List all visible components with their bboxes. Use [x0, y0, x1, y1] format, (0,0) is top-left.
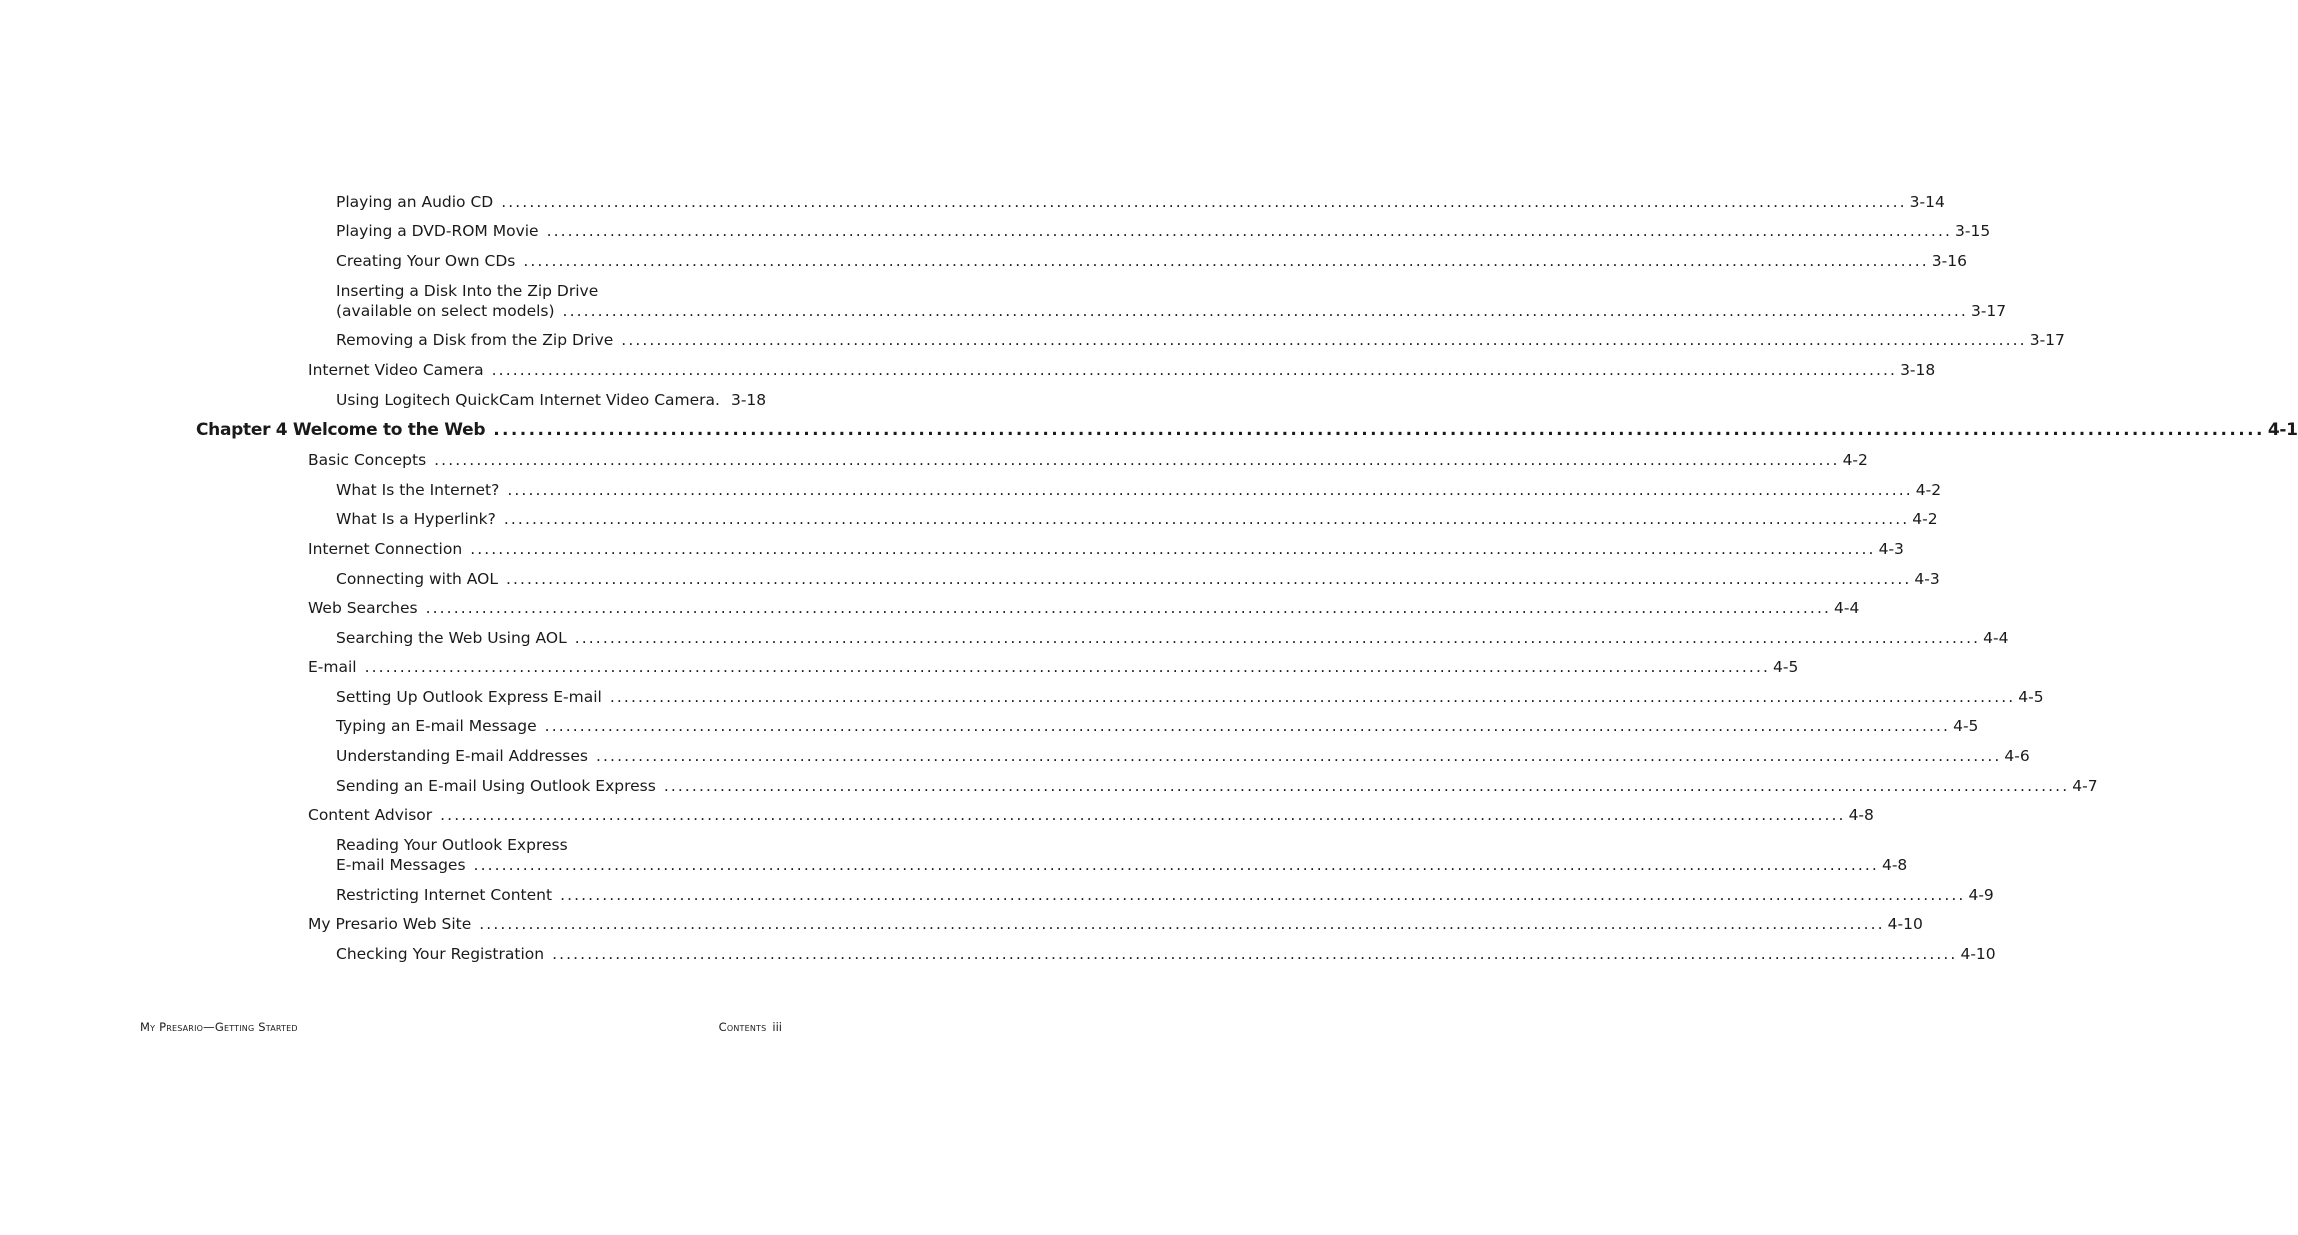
- toc-entry-page: 4-4: [1983, 629, 2009, 647]
- footer-book-title: My Presario—Getting Started: [140, 1020, 298, 1034]
- toc-entry-title: Creating Your Own CDs: [336, 252, 516, 270]
- toc-entry-title: Internet Connection: [308, 540, 463, 558]
- toc-section-entry[interactable]: [308, 539, 1904, 559]
- toc-entry-title: Playing a DVD-ROM Movie: [336, 222, 539, 240]
- toc-section-entry[interactable]: [308, 450, 1868, 470]
- toc-dot-leader: ........................................................................................................................................................................................................: [663, 777, 2070, 795]
- toc-subsection-entry[interactable]: [336, 746, 2030, 766]
- toc-dot-leader: ........................................................................................................................................................................................................: [503, 510, 1910, 528]
- footer-page-number: iii: [772, 1020, 782, 1034]
- footer-section-label: Contents: [718, 1020, 767, 1034]
- toc-entry-title: My Presario Web Site: [308, 915, 472, 933]
- toc-subsection-entry[interactable]: [336, 716, 1979, 736]
- toc-chapter-entry[interactable]: [196, 420, 2298, 440]
- footer-section: [719, 1020, 782, 1034]
- toc-entry-title-line: Reading Your Outlook Express: [336, 836, 568, 854]
- toc-subsection-entry[interactable]: [336, 192, 1945, 212]
- toc-dot-leader: ........................................................................................................................................................................................................: [493, 420, 2265, 440]
- toc-subsection-entry[interactable]: [336, 628, 2009, 648]
- toc-entry-title: Using Logitech QuickCam Internet Video Camera.: [336, 391, 720, 409]
- toc-entry-page: 4-10: [1887, 915, 1923, 933]
- toc-entry-title: Connecting with AOL: [336, 570, 498, 588]
- toc-dot-leader: ........................................................................................................................................................................................................: [544, 717, 1951, 735]
- toc-section-entry[interactable]: [308, 657, 1799, 677]
- toc-dot-leader: ........................................................................................................................................................................................................: [434, 451, 1840, 469]
- toc-dot-leader: ........................................................................................................................................................................................................: [507, 481, 1913, 499]
- toc-entry-page: 4-9: [1968, 886, 1994, 904]
- toc-subsection-entry[interactable]: [336, 885, 1994, 905]
- toc-entry-page: 4-8: [1848, 806, 1874, 824]
- toc-entry-page: 4-10: [1960, 945, 1996, 963]
- toc-entry-page: 4-2: [1842, 451, 1868, 469]
- toc-dot-leader: ........................................................................................................................................................................................................: [501, 193, 1907, 211]
- toc-subsection-entry[interactable]: [336, 330, 2065, 350]
- toc-dot-leader: ........................................................................................................................................................................................................: [609, 688, 2016, 706]
- toc-subsection-entry[interactable]: [336, 390, 767, 410]
- toc-dot-leader: ........................................................................................................................................................................................................: [479, 915, 1885, 933]
- toc-section-entry[interactable]: [308, 914, 1923, 934]
- toc-entry-title: What Is the Internet?: [336, 481, 500, 499]
- toc-entry-title: Web Searches: [308, 599, 418, 617]
- toc-entry-page: 4-4: [1834, 599, 1860, 617]
- toc-entry-title: Removing a Disk from the Zip Drive: [336, 331, 614, 349]
- toc-subsection-entry[interactable]: [336, 776, 2098, 796]
- toc-entry-title: E-mail: [308, 658, 357, 676]
- toc-entry-title: Searching the Web Using AOL: [336, 629, 567, 647]
- toc-entry-page: 4-5: [1953, 717, 1979, 735]
- toc-dot-leader: ........................................................................................................................................................................................................: [364, 658, 1771, 676]
- toc-entry-page: 4-6: [2004, 747, 2030, 765]
- toc-subsection-entry[interactable]: [336, 509, 1938, 529]
- toc-dot-leader: ........................................................................................................................................................................................................: [552, 945, 1958, 963]
- toc-dot-leader: ........................................................................................................................................................................................................: [562, 302, 1968, 320]
- toc-entry-title: Internet Video Camera: [308, 361, 484, 379]
- toc-subsection-entry[interactable]: [336, 687, 2044, 707]
- toc-entry-page: 4-3: [1914, 570, 1940, 588]
- toc-subsection-entry[interactable]: [336, 569, 1940, 589]
- toc-entry-title-line: Inserting a Disk Into the Zip Drive: [336, 282, 599, 300]
- toc-entry-title: Restricting Internet Content: [336, 886, 553, 904]
- toc-entry-page: 4-5: [1773, 658, 1799, 676]
- toc-entry-page: 4-2: [1912, 510, 1938, 528]
- toc-entry-title: Chapter 4 Welcome to the Web: [196, 420, 486, 440]
- toc-entry-page: 4-1: [2267, 420, 2298, 440]
- toc-entry-page: 3-17: [2029, 331, 2065, 349]
- toc-subsection-entry[interactable]: [336, 480, 1942, 500]
- toc-subsection-entry[interactable]: [336, 835, 1908, 875]
- toc-dot-leader: ........................................................................................................................................................................................................: [523, 252, 1929, 270]
- toc-entry-title: Sending an E-mail Using Outlook Express: [336, 777, 656, 795]
- toc-entry-title: What Is a Hyperlink?: [336, 510, 496, 528]
- toc-entry-page: 3-14: [1909, 193, 1945, 211]
- toc-entry-page: 3-18: [730, 391, 767, 409]
- toc-subsection-entry[interactable]: [336, 221, 1991, 241]
- toc-entry-page: 4-7: [2072, 777, 2098, 795]
- toc-subsection-entry[interactable]: [336, 281, 2007, 321]
- toc-entry-title: (available on select models): [336, 302, 555, 320]
- toc-dot-leader: ........................................................................................................................................................................................................: [505, 570, 1912, 588]
- toc-entry-title: Typing an E-mail Message: [336, 717, 537, 735]
- toc-entry-title: Checking Your Registration: [336, 945, 545, 963]
- toc-entry-title: E-mail Messages: [336, 856, 466, 874]
- toc-section-entry[interactable]: [308, 598, 1860, 618]
- toc-dot-leader: ........................................................................................................................................................................................................: [560, 886, 1966, 904]
- toc-entry-title: Setting Up Outlook Express E-mail: [336, 688, 602, 706]
- toc-dot-leader: ........................................................................................................................................................................................................: [546, 222, 1952, 240]
- toc-subsection-entry[interactable]: [336, 251, 1967, 271]
- toc-entry-title: Basic Concepts: [308, 451, 427, 469]
- toc-dot-leader: ........................................................................................................................................................................................................: [440, 806, 1846, 824]
- toc-dot-leader: ........................................................................................................................................................................................................: [621, 331, 2027, 349]
- toc-entry-page: 4-3: [1878, 540, 1904, 558]
- toc-dot-leader: ........................................................................................................................................................................................................: [491, 361, 1898, 379]
- toc-dot-leader: ........................................................................................................................................................................................................: [470, 540, 1876, 558]
- toc-entry-page: 3-18: [1900, 361, 1936, 379]
- toc-subsection-entry[interactable]: [336, 944, 1996, 964]
- toc-entry-page: 4-8: [1881, 856, 1908, 874]
- toc-entry-title: Content Advisor: [308, 806, 433, 824]
- toc-entry-page: 4-2: [1915, 481, 1942, 499]
- toc-dot-leader: ........................................................................................................................................................................................................: [425, 599, 1831, 617]
- toc-entry-page: 3-17: [1970, 302, 2007, 320]
- toc-section-entry[interactable]: [308, 805, 1874, 825]
- toc-dot-leader: ........................................................................................................................................................................................................: [473, 856, 1879, 874]
- toc-entry-title: Playing an Audio CD: [336, 193, 494, 211]
- toc-section-entry[interactable]: [308, 360, 1936, 380]
- toc-dot-leader: ........................................................................................................................................................................................................: [574, 629, 1981, 647]
- toc-entry-page: 4-5: [2018, 688, 2044, 706]
- toc-dot-leader: ........................................................................................................................................................................................................: [596, 747, 2002, 765]
- toc-entry-title: Understanding E-mail Addresses: [336, 747, 588, 765]
- toc-entry-page: 3-15: [1955, 222, 1991, 240]
- toc-entry-page: 3-16: [1931, 252, 1967, 270]
